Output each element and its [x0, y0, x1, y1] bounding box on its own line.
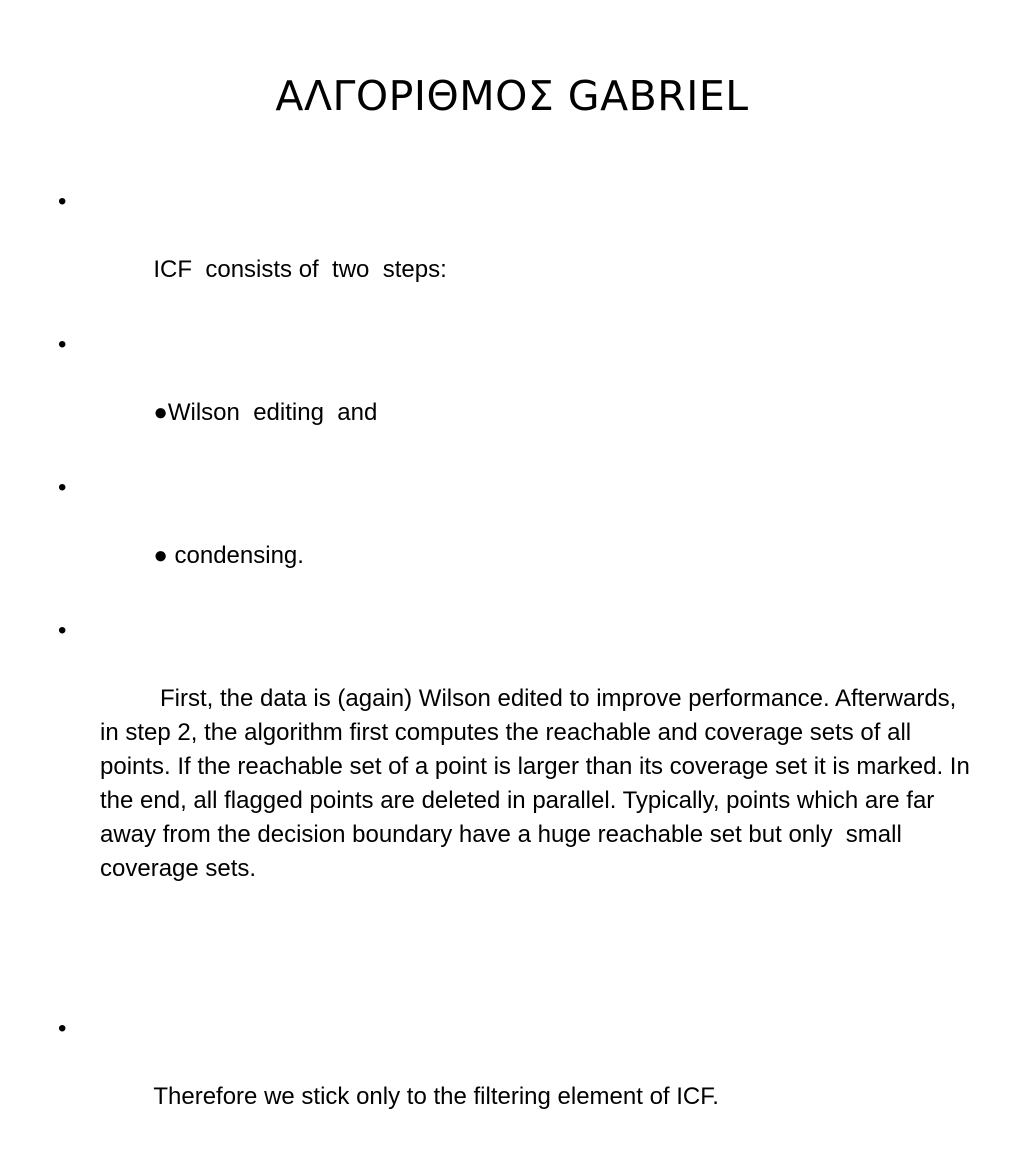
list-item-text: First, the data is (again) Wilson edited to improve performance. Afterwards, in step 2, the algorithm first computes the reachable and coverage sets of all points. If the reachable set of a point is larger than its coverage set it is marked. In the end, all flagged points are deleted in parallel. Typically, points which are far away from the decision boundary have a huge reachable set but only small coverage sets.	[100, 685, 977, 882]
list-item-text: ICF consists of two steps:	[153, 256, 447, 283]
bullet-icon: •	[58, 617, 67, 644]
list-item	[58, 185, 978, 321]
bullet-list	[58, 185, 978, 1148]
slide-body	[58, 185, 978, 1155]
slide-title: ΑΛΓΟΡΙΘΜΟΣ GABRIEL	[275, 72, 749, 120]
list-item-text: ● condensing.	[153, 542, 304, 569]
bullet-icon: •	[58, 331, 67, 358]
list-item-text: ●Wilson editing and	[153, 399, 378, 426]
bullet-icon: •	[58, 188, 67, 215]
list-item	[58, 1012, 978, 1148]
list-item	[58, 328, 978, 464]
bullet-icon: •	[58, 1015, 67, 1042]
list-item	[58, 471, 978, 607]
list-item-text: Therefore we stick only to the filtering element of ICF.	[153, 1083, 719, 1110]
bullet-icon: •	[58, 474, 67, 501]
list-item	[58, 614, 978, 920]
